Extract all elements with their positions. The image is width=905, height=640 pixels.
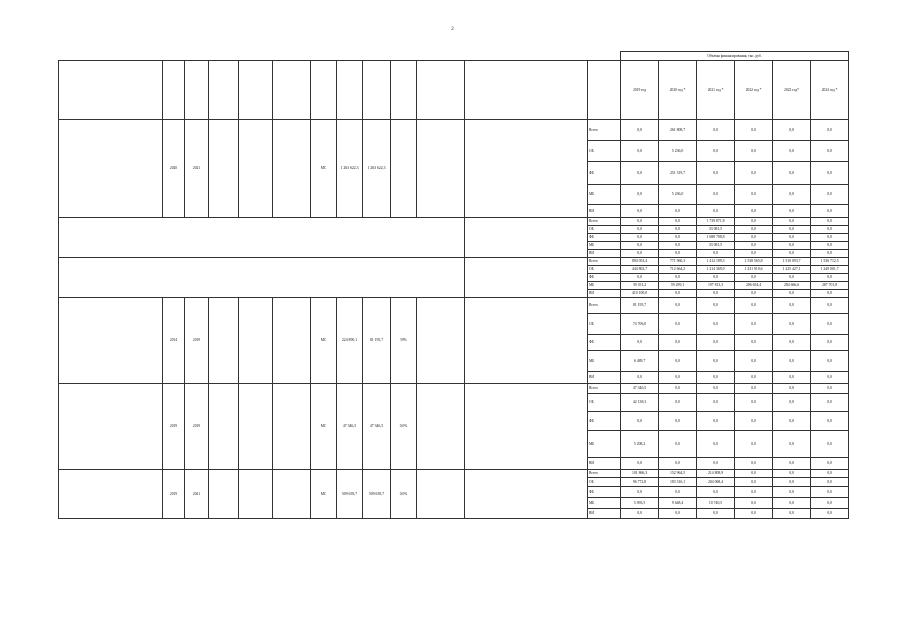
funding-value: 1 249 001,7 [811, 266, 849, 274]
funding-value: 0,0 [697, 141, 735, 162]
table-body [59, 120, 849, 519]
table-row [59, 470, 849, 478]
funding-value: 5 208,2 [621, 431, 659, 458]
funding-source: МБ [588, 498, 621, 509]
funding-value: 0,0 [811, 372, 849, 384]
funding-value: 0,0 [659, 458, 697, 470]
year-start: 2019 [163, 470, 185, 519]
funding-value: 204 068,4 [697, 478, 735, 487]
funding-value: 0,0 [773, 250, 811, 258]
year-end: 2021 [185, 470, 209, 519]
remaining-cost: 509 639,7 [363, 470, 391, 519]
col-header-7 [311, 61, 337, 120]
funding-value: 1 739 871,8 [697, 218, 735, 226]
funding-value: 0,0 [735, 250, 773, 258]
funding-value: 0,0 [735, 218, 773, 226]
funding-value: 0,0 [773, 509, 811, 519]
funding-value: 0,0 [773, 470, 811, 478]
funding-value: 410 100,0 [621, 290, 659, 298]
col-header-12 [465, 61, 588, 120]
funding-source: ФБ [588, 487, 621, 498]
responsible-executor [465, 298, 588, 384]
funding-value: 0,0 [697, 335, 735, 351]
funding-value: 0,0 [659, 384, 697, 394]
funding-source: ОБ [588, 141, 621, 162]
responsible-executor [465, 218, 588, 258]
funding-value: 0,0 [811, 458, 849, 470]
municipality [417, 120, 465, 218]
funding-value: 0,0 [659, 412, 697, 431]
funding-value: 1 538 565,8 [735, 258, 773, 266]
funding-value: 287 701,8 [811, 282, 849, 290]
funding-value: 0,0 [659, 226, 697, 234]
funding-value: 0,0 [773, 162, 811, 185]
funding-source: Всего [588, 298, 621, 314]
funding-value: 0,0 [773, 478, 811, 487]
work-type [273, 470, 311, 519]
funding-value: 0,0 [697, 314, 735, 335]
funding-value: 0,0 [773, 458, 811, 470]
readiness-percent [391, 120, 417, 218]
funding-volume-header: Объемы финансирования, тыс. руб. [621, 52, 849, 61]
funding-value: 0,0 [621, 226, 659, 234]
table-row [59, 258, 849, 266]
funding-value: 0,0 [621, 234, 659, 242]
funding-value: 0,0 [773, 242, 811, 250]
funding-value: 712 664,2 [659, 266, 697, 274]
funding-value: 0,0 [811, 141, 849, 162]
municipality [417, 384, 465, 470]
funding-value: 0,0 [621, 274, 659, 282]
estimated-cost: 509 639,7 [337, 470, 363, 519]
funding-value: 0,0 [735, 487, 773, 498]
funding-value: 0,0 [735, 412, 773, 431]
expertise-info [239, 120, 273, 218]
funding-value: 74 706,0 [621, 314, 659, 335]
funding-value: 0,0 [697, 185, 735, 205]
funding-value: 206 654,4 [735, 282, 773, 290]
funding-value: 0,0 [735, 274, 773, 282]
funding-value: 1 536 712,5 [811, 258, 849, 266]
funding-value: 0,0 [811, 509, 849, 519]
funding-source: ФБ [588, 162, 621, 185]
measure-name [59, 384, 163, 470]
estimated-cost: 47 346,5 [337, 384, 363, 470]
project-docs [209, 120, 239, 218]
funding-value: 0,0 [811, 384, 849, 394]
funding-source: МБ [588, 185, 621, 205]
responsible-executor [465, 384, 588, 470]
funding-value: 0,0 [773, 120, 811, 141]
funding-value: 0,0 [773, 431, 811, 458]
funding-value: 183 316,1 [659, 478, 697, 487]
responsible-executor [465, 120, 588, 218]
funding-value: 0,0 [697, 162, 735, 185]
funding-value: 0,0 [811, 290, 849, 298]
municipality [417, 470, 465, 519]
funding-value: 0,0 [735, 509, 773, 519]
funding-value: 0,0 [811, 478, 849, 487]
funding-value: 0,0 [621, 205, 659, 218]
funding-source: ФБ [588, 274, 621, 282]
funding-value: 0,0 [659, 274, 697, 282]
ownership-form: МС [311, 470, 337, 519]
funding-value: 0,0 [735, 185, 773, 205]
funding-value: 0,0 [621, 509, 659, 519]
funding-value: 0,0 [659, 509, 697, 519]
ownership-form: МС [311, 298, 337, 384]
funding-table [58, 51, 849, 519]
funding-value: 101 866,3 [621, 470, 659, 478]
funding-value: 0,0 [735, 394, 773, 412]
funding-value: 0,0 [773, 498, 811, 509]
table-row [59, 218, 849, 226]
funding-source: ОБ [588, 478, 621, 487]
work-type [273, 120, 311, 218]
funding-value: 0,0 [659, 290, 697, 298]
funding-value: 0,0 [697, 205, 735, 218]
funding-value: 771 960,3 [659, 258, 697, 266]
funding-source: ФБ [588, 335, 621, 351]
funding-value: 0,0 [659, 351, 697, 372]
funding-value: 9 648,4 [659, 498, 697, 509]
funding-value: 0,0 [621, 372, 659, 384]
funding-value: 0,0 [811, 250, 849, 258]
col-header-2 [163, 61, 185, 120]
year-end: 2019 [185, 384, 209, 470]
funding-value: 0,0 [735, 351, 773, 372]
funding-value: 0,0 [811, 120, 849, 141]
funding-value: 47 346,5 [621, 384, 659, 394]
remaining-cost: 81 195,7 [363, 298, 391, 384]
table-row [59, 120, 849, 141]
funding-value: 0,0 [659, 218, 697, 226]
funding-value: 0,0 [697, 431, 735, 458]
funding-value: 214 808,9 [697, 470, 735, 478]
funding-value: 81 195,7 [621, 298, 659, 314]
funding-value: 284 666,6 [773, 282, 811, 290]
funding-value: 0,0 [697, 290, 735, 298]
funding-value: 0,0 [811, 498, 849, 509]
funding-value: 0,0 [773, 298, 811, 314]
readiness-percent: 0,0% [391, 470, 417, 519]
readiness-percent: 59% [391, 298, 417, 384]
year-header: 2019 год [621, 61, 659, 120]
remaining-cost: 1 263 622,3 [363, 120, 391, 218]
funding-value: 0,0 [811, 185, 849, 205]
funding-value: 0,0 [773, 394, 811, 412]
col-header-11 [417, 61, 465, 120]
funding-value: 5 093,5 [621, 498, 659, 509]
funding-value: 0,0 [773, 335, 811, 351]
municipality [417, 298, 465, 384]
funding-value: 0,0 [735, 141, 773, 162]
funding-value: 0,0 [811, 226, 849, 234]
funding-value: 96 772,8 [621, 478, 659, 487]
year-end: 2021 [185, 120, 209, 218]
funding-value: 0,0 [659, 242, 697, 250]
funding-value: 0,0 [735, 478, 773, 487]
funding-value: 33 081,5 [697, 226, 735, 234]
funding-value: 5 236,0 [659, 141, 697, 162]
year-start: 2019 [163, 384, 185, 470]
ownership-form: МС [311, 120, 337, 218]
funding-value: 0,0 [773, 290, 811, 298]
funding-value: 0,0 [773, 141, 811, 162]
estimated-cost: 1 263 622,3 [337, 120, 363, 218]
remaining-cost: 47 346,5 [363, 384, 391, 470]
expertise-info [239, 470, 273, 519]
col-header-9 [363, 61, 391, 120]
funding-value: 0,0 [773, 412, 811, 431]
funding-value: 1 231 910,6 [735, 266, 773, 274]
measure-name [59, 120, 163, 218]
funding-value: 0,0 [621, 250, 659, 258]
year-header: 2023 год* [773, 61, 811, 120]
funding-value: 0,0 [659, 314, 697, 335]
funding-value: 0,0 [621, 185, 659, 205]
funding-value: 0,0 [811, 218, 849, 226]
funding-value: 0,0 [811, 274, 849, 282]
funding-value: 0,0 [773, 314, 811, 335]
funding-value: 0,0 [811, 470, 849, 478]
funding-source: Всего [588, 120, 621, 141]
funding-value: 0,0 [735, 162, 773, 185]
funding-value: 0,0 [735, 205, 773, 218]
funding-value: 0,0 [697, 274, 735, 282]
funding-value: 0,0 [811, 394, 849, 412]
funding-source: МБ [588, 242, 621, 250]
funding-value: 0,0 [735, 372, 773, 384]
funding-value: 0,0 [773, 218, 811, 226]
program-section-name [59, 218, 465, 258]
funding-value: 0,0 [697, 298, 735, 314]
funding-value: 0,0 [621, 335, 659, 351]
funding-source: ФБ [588, 412, 621, 431]
funding-value: 0,0 [621, 242, 659, 250]
funding-value: 0,0 [659, 205, 697, 218]
funding-value: 0,0 [773, 487, 811, 498]
funding-value: 0,0 [811, 162, 849, 185]
funding-value: 0,0 [621, 141, 659, 162]
funding-value: 0,0 [659, 487, 697, 498]
funding-value: 444 802,7 [621, 266, 659, 274]
funding-source: ОБ [588, 394, 621, 412]
col-header-5 [239, 61, 273, 120]
funding-value: 0,0 [811, 412, 849, 431]
table-row [59, 298, 849, 314]
funding-value: 1 225 427,1 [773, 266, 811, 274]
funding-value: 39 351,2 [621, 282, 659, 290]
funding-source: МБ [588, 431, 621, 458]
expertise-info [239, 384, 273, 470]
funding-value: 0,0 [811, 242, 849, 250]
funding-value: 0,0 [735, 458, 773, 470]
funding-source: ВИ [588, 290, 621, 298]
col-header-3 [185, 61, 209, 120]
funding-value: 0,0 [697, 412, 735, 431]
funding-source: Всего [588, 218, 621, 226]
work-type [273, 298, 311, 384]
year-header: 2024 год * [811, 61, 849, 120]
col-header-6 [273, 61, 311, 120]
funding-value: 0,0 [659, 335, 697, 351]
funding-value: 261 808,7 [659, 120, 697, 141]
project-docs [209, 384, 239, 470]
estimated-cost: 224 890,1 [337, 298, 363, 384]
funding-value: 0,0 [773, 205, 811, 218]
program-section-name [59, 258, 465, 298]
funding-value: 6 489,7 [621, 351, 659, 372]
table-row [59, 384, 849, 394]
funding-source: ОБ [588, 226, 621, 234]
funding-value: 894 053,4 [621, 258, 659, 266]
funding-value: 1 688 708,8 [697, 234, 735, 242]
funding-value: 59 299,1 [659, 282, 697, 290]
work-type [273, 384, 311, 470]
funding-value: 0,0 [735, 314, 773, 335]
funding-value: 0,0 [735, 384, 773, 394]
funding-value: 0,0 [811, 314, 849, 335]
year-start: 2020 [163, 120, 185, 218]
year-header: 2021 год * [697, 61, 735, 120]
funding-source: Всего [588, 258, 621, 266]
funding-source: Всего [588, 470, 621, 478]
funding-value: 0,0 [735, 234, 773, 242]
funding-value: 0,0 [659, 394, 697, 412]
funding-value: 5 236,0 [659, 185, 697, 205]
funding-value: 0,0 [773, 351, 811, 372]
funding-value: 0,0 [697, 372, 735, 384]
funding-source: ВИ [588, 250, 621, 258]
funding-value: 0,0 [735, 298, 773, 314]
funding-value: 0,0 [735, 498, 773, 509]
year-start: 2014 [163, 298, 185, 384]
funding-value: 251 319,7 [659, 162, 697, 185]
funding-value: 10 740,5 [697, 498, 735, 509]
funding-value: 0,0 [697, 509, 735, 519]
year-header: 2020 год * [659, 61, 697, 120]
funding-value: 0,0 [735, 470, 773, 478]
funding-value: 0,0 [735, 290, 773, 298]
funding-value: 0,0 [811, 205, 849, 218]
col-header-4 [209, 61, 239, 120]
funding-value: 0,0 [735, 335, 773, 351]
funding-value: 0,0 [697, 351, 735, 372]
funding-value: 0,0 [621, 458, 659, 470]
funding-value: 0,0 [735, 226, 773, 234]
funding-source: Всего [588, 384, 621, 394]
funding-value: 0,0 [773, 234, 811, 242]
funding-value: 0,0 [811, 431, 849, 458]
expertise-info [239, 298, 273, 384]
funding-source: ВИ [588, 458, 621, 470]
funding-value: 0,0 [811, 335, 849, 351]
responsible-executor [465, 258, 588, 298]
funding-value: 0,0 [697, 120, 735, 141]
funding-value: 0,0 [811, 234, 849, 242]
funding-value: 1 214 369,0 [697, 266, 735, 274]
funding-value: 0,0 [659, 298, 697, 314]
funding-value: 0,0 [773, 274, 811, 282]
funding-value: 0,0 [659, 431, 697, 458]
funding-value: 1 412 189,3 [697, 258, 735, 266]
funding-value: 0,0 [811, 351, 849, 372]
funding-source: ВИ [588, 372, 621, 384]
funding-value: 33 081,5 [697, 242, 735, 250]
funding-value: 0,0 [659, 234, 697, 242]
funding-value: 0,0 [811, 298, 849, 314]
funding-source: ВИ [588, 509, 621, 519]
readiness-percent: 0,0% [391, 384, 417, 470]
funding-value: 0,0 [659, 372, 697, 384]
funding-value: 0,0 [811, 487, 849, 498]
funding-value: 0,0 [621, 120, 659, 141]
funding-source: МБ [588, 282, 621, 290]
funding-value: 0,0 [735, 242, 773, 250]
funding-value: 0,0 [697, 384, 735, 394]
col-header-8 [337, 61, 363, 120]
funding-value: 0,0 [621, 162, 659, 185]
funding-value: 0,0 [659, 250, 697, 258]
funding-value: 0,0 [697, 458, 735, 470]
col-header-1 [59, 61, 163, 120]
project-docs [209, 470, 239, 519]
year-header: 2022 год * [735, 61, 773, 120]
funding-value: 0,0 [735, 120, 773, 141]
funding-value: 0,0 [773, 226, 811, 234]
funding-value: 0,0 [697, 487, 735, 498]
funding-source: ОБ [588, 314, 621, 335]
responsible-executor [465, 470, 588, 519]
funding-value: 0,0 [697, 250, 735, 258]
funding-value: 152 964,5 [659, 470, 697, 478]
funding-value: 0,0 [621, 218, 659, 226]
col-header-13 [588, 61, 621, 120]
funding-value: 0,0 [773, 372, 811, 384]
year-end: 2019 [185, 298, 209, 384]
page-number: 2 [451, 27, 454, 32]
funding-value: 0,0 [697, 394, 735, 412]
funding-value: 0,0 [773, 384, 811, 394]
funding-value: 0,0 [621, 487, 659, 498]
funding-source: ВИ [588, 205, 621, 218]
funding-value: 0,0 [773, 185, 811, 205]
funding-source: ОБ [588, 266, 621, 274]
measure-name [59, 470, 163, 519]
project-docs [209, 298, 239, 384]
ownership-form: МС [311, 384, 337, 470]
funding-source: МБ [588, 351, 621, 372]
funding-value: 197 813,3 [697, 282, 735, 290]
funding-value: 0,0 [735, 431, 773, 458]
measure-name [59, 298, 163, 384]
funding-value: 0,0 [621, 412, 659, 431]
funding-value: 42 138,3 [621, 394, 659, 412]
funding-value: 1 510 093,7 [773, 258, 811, 266]
col-header-10 [391, 61, 417, 120]
funding-source: ФБ [588, 234, 621, 242]
